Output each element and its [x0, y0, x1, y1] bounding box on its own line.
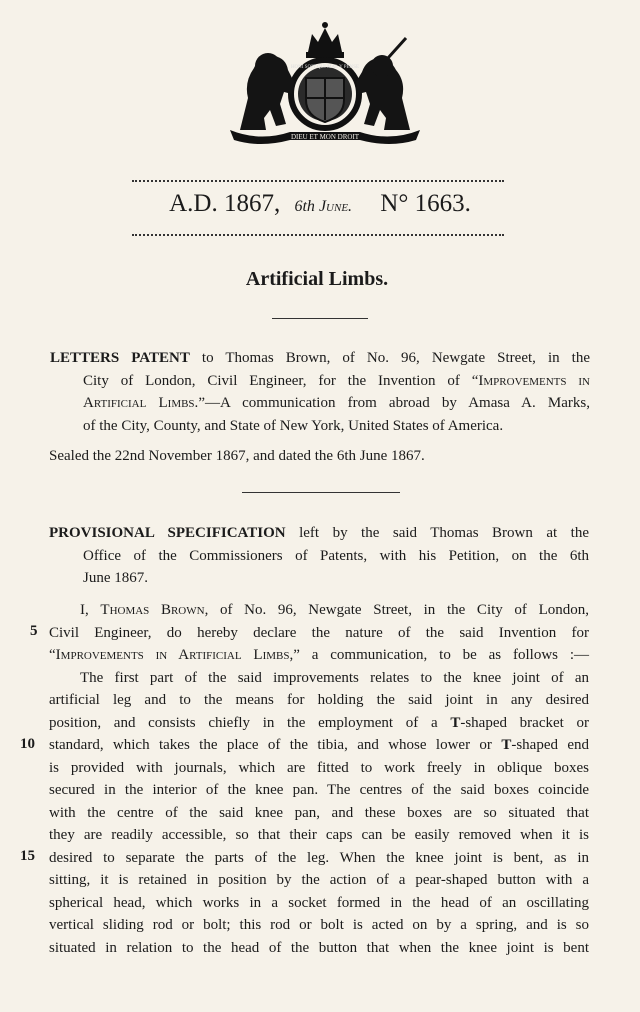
royal-coat-of-arms: [220, 12, 430, 144]
body-line-8: is provided with journals, which are fitted to work freely in oblique boxes: [49, 759, 589, 776]
body-line-7: standard, which takes the place of the tibia, and whose lower or T-shaped end: [49, 737, 590, 753]
body-line-13: sitting, it is retained in position by the action of a pear-shaped button with a: [49, 872, 589, 888]
crown-icon: [306, 22, 344, 58]
line-number-15: 15: [20, 848, 35, 864]
patent-date: 6th June.: [294, 198, 353, 215]
body-line-5: artificial leg and to the means for holding the said joint in any desired: [49, 692, 589, 708]
body-line-15: vertical sliding rod or bolt; this rod or bolt is acted on by a spring, and is so: [49, 917, 589, 933]
letters-patent-paragraph: [50, 347, 590, 437]
provisional-line-3: June 1867.: [83, 570, 148, 586]
letters-patent-line-1: LETTERS PATENT to Thomas Brown, of No. 96, Newgate Street, in the: [50, 350, 590, 366]
svg-text:HONI SOIT QUI MAL Y PENSE: HONI SOIT QUI MAL Y PENSE: [290, 65, 360, 70]
body-line-14: spherical head, which works in a socket formed in the head of an oscillating: [49, 894, 589, 911]
patent-header: [0, 190, 640, 218]
body-line-16: situated in relation to the head of the button that when the knee joint is bent: [49, 939, 589, 956]
letters-patent-line-2: City of London, Civil Engineer, for the Invention of “Improvements in: [83, 372, 590, 389]
body-line-12: desired to separate the parts of the leg. When the knee joint is bent, as in: [49, 849, 589, 866]
section-divider: [242, 492, 400, 493]
patent-number: N° 1663.: [380, 190, 471, 217]
top-divider: [132, 180, 504, 182]
provisional-line-1: PROVISIONAL SPECIFICATION left by the said Thomas Brown at the: [49, 525, 590, 541]
body-line-4: The first part of the said improvements relates to the knee joint of an: [80, 669, 589, 686]
body-line-1: I, Thomas Brown, of No. 96, Newgate Street, in the City of London,: [80, 602, 589, 618]
body-line-3: “Improvements in Artificial Limbs,” a communication, to be as follows :—: [49, 647, 589, 663]
svg-text:DIEU ET MON DROIT: DIEU ET MON DROIT: [290, 133, 360, 141]
provisional-specification-heading: [49, 522, 589, 590]
body-line-6: position, and consists chiefly in the employment of a T-shaped bracket or: [49, 714, 590, 731]
page-title: Artificial Limbs.: [245, 268, 389, 290]
provisional-line-2: Office of the Commissioners of Patents, with his Petition, on the 6th: [83, 547, 589, 564]
letters-patent-line-4: of the City, County, and State of New York, United States of America.: [83, 417, 504, 434]
body-line-11: they are readily accessible, so that their caps can be easily removed when it is: [49, 827, 589, 843]
header-bottom-divider: [132, 234, 504, 236]
body-line-10: with the centre of the said knee pan, and these boxes are so situated that: [49, 804, 589, 821]
letters-patent-line-3: Artificial Limbs.”—A communication from abroad by Amasa A. Marks,: [83, 395, 590, 411]
sealed-date: Sealed the 22nd November 1867, and dated the 6th June 1867.: [49, 448, 425, 464]
line-number-5: 5: [30, 623, 38, 639]
lion-icon: [240, 53, 294, 130]
unicorn-icon: [356, 38, 410, 130]
year-label: A.D. 1867,: [169, 190, 281, 217]
body-line-2: Civil Engineer, do hereby declare the nature of the said Invention for: [49, 624, 589, 641]
title-divider: [272, 318, 368, 319]
line-number-10: 10: [20, 736, 35, 752]
specification-body: [49, 599, 589, 959]
body-line-9: secured in the interior of the knee pan. The centres of the said boxes coincide: [49, 782, 589, 798]
